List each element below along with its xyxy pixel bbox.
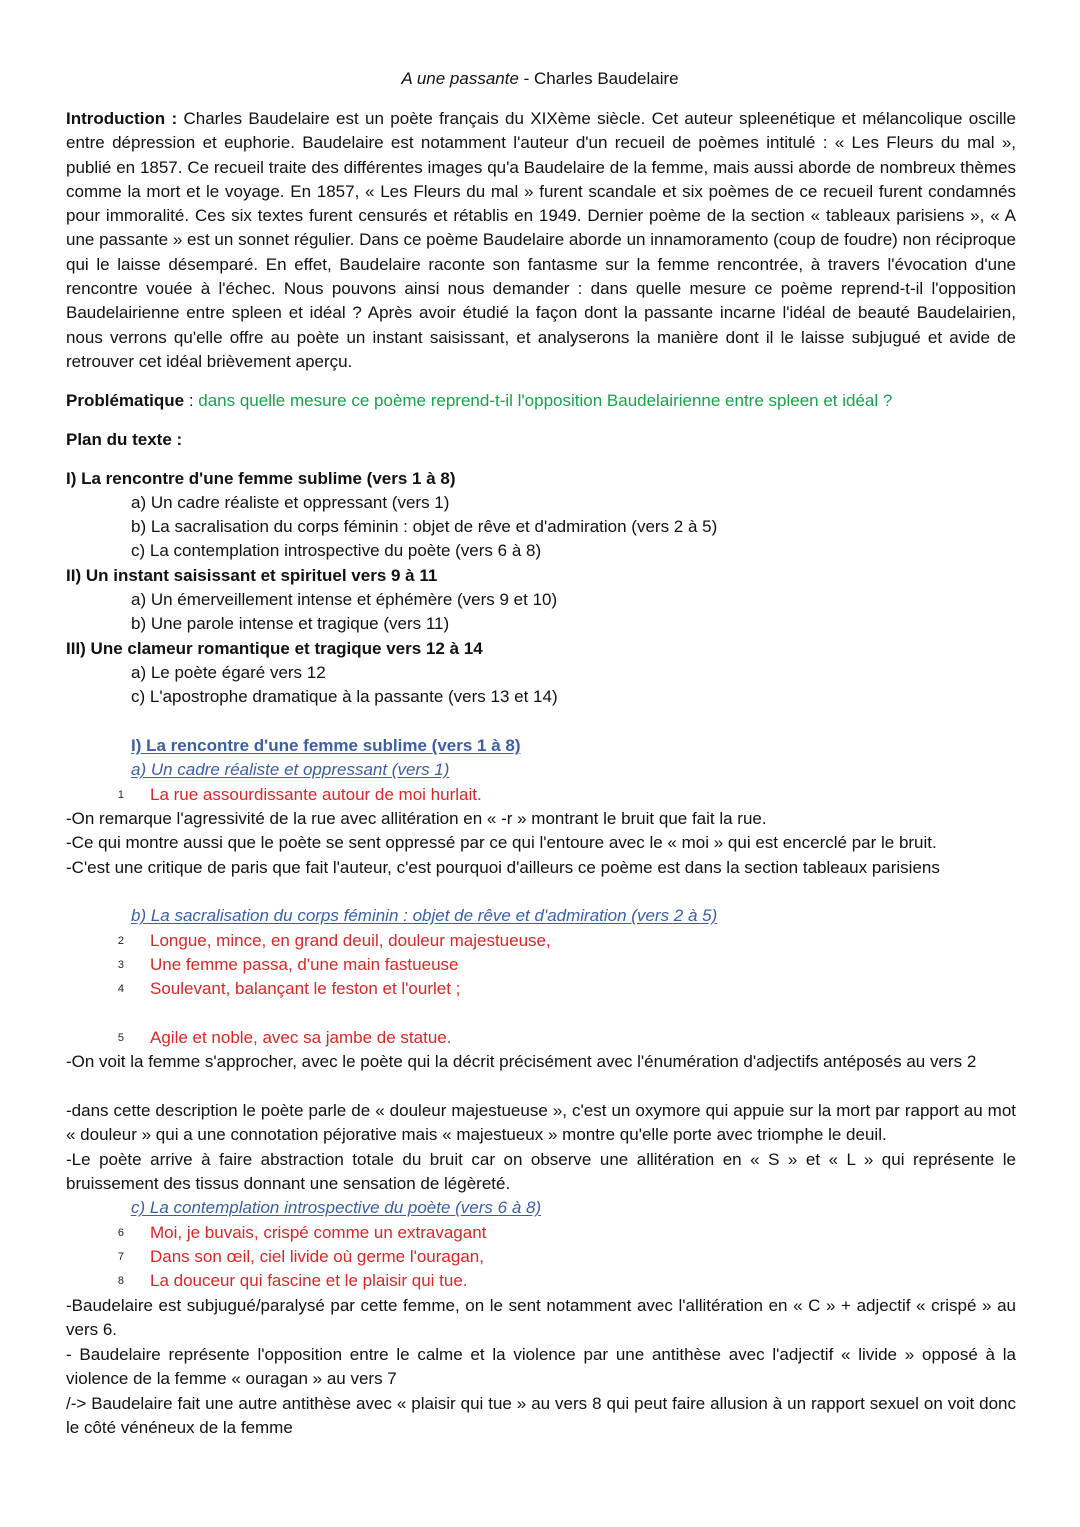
- plan-part-1c: c) La contemplation introspective du poète (vers 6 à 8): [131, 541, 542, 560]
- plan-part-1b: b) La sacralisation du corps féminin : objet de rêve et d'admiration (vers 2 à 5): [131, 517, 718, 536]
- section-1a-heading: a) Un cadre réaliste et oppressant (vers 1): [131, 760, 450, 779]
- plan-part-3a: a) Le poète égaré vers 12: [131, 663, 326, 682]
- problematique-line: [66, 389, 892, 413]
- verse-number: 3: [117, 959, 124, 971]
- verse-number: 4: [117, 983, 124, 995]
- introduction-text: Charles Baudelaire est un poète français du XIXème siècle. Cet auteur spleenétique et mélancolique oscille entre dépression et euphorie. Baudelaire est notamment l'auteur d'un recueil de poèmes intitulé : « Les Fleurs du mal », publié en 1857. Ce recueil traite des différentes images qu'a Baudelaire de la femme, mais aussi aborde de nombreux thèmes comme la mort et le voyage. En 1857, « Les Fleurs du mal » furent scandale et six poèmes de ce recueil furent condamnés pour immoralité. Ces six textes furent censurés et rétablis en 1949. Dernier poème de la section « tableaux parisiens », « A une passante » est un sonnet régulier. Dans ce poème Baudelaire aborde un innamoramento (coup de foudre) non réciproque qui le laisse désemparé. En effet, Baudelaire raconte son fantasme sur la femme rencontrée, à travers l'évocation d'une rencontre vouée à l'échec. Nous pouvons ainsi nous demander : dans quelle mesure ce poème reprend-t-il l'opposition Baudelairienne entre spleen et idéal ? Après avoir étudié la façon dont la passante incarne l'idéal de beauté Baudelairien, nous verrons qu'elle offre au poète un instant saisissant, et analyserons la manière dont il le laisse subjugué et avide de retrouver cet idéal brièvement aperçu.: [66, 109, 1017, 371]
- comment-b-3: -Le poète arrive à faire abstraction totale du bruit car on observe une allitération en « S » et « L » qui représente le bruissement des tissus donnant une sensation de légèreté.: [66, 1150, 1016, 1194]
- verse-6: Moi, je buvais, crispé comme un extravagant: [150, 1223, 487, 1242]
- verse-number: 1: [117, 789, 124, 801]
- introduction-paragraph: [66, 107, 1016, 374]
- plan-part-2: II) Un instant saisissant et spirituel vers 9 à 11: [66, 566, 438, 585]
- document-title: [0, 67, 1080, 91]
- problematique-label: Problématique: [66, 391, 185, 410]
- poem-title: A une passante: [401, 69, 519, 88]
- verse-number: 7: [117, 1251, 124, 1263]
- comment-b-1: -On voit la femme s'approcher, avec le poète qui la décrit précisément avec l'énumération d'adjectifs antéposés au vers 2: [66, 1052, 977, 1071]
- verse-2: Longue, mince, en grand deuil, douleur majestueuse,: [150, 931, 551, 950]
- section-1c-heading: c) La contemplation introspective du poète (vers 6 à 8): [131, 1198, 542, 1217]
- section-1b-heading: b) La sacralisation du corps féminin : objet de rêve et d'admiration (vers 2 à 5): [131, 906, 718, 925]
- introduction-label: Introduction :: [66, 109, 178, 128]
- plan-part-1a: a) Un cadre réaliste et oppressant (vers 1): [131, 493, 450, 512]
- verse-8: La douceur qui fascine et le plaisir qui tue.: [150, 1271, 468, 1290]
- verse-4: Soulevant, balançant le feston et l'ourlet ;: [150, 979, 461, 998]
- verse-number: 2: [117, 935, 124, 947]
- poem-author: Charles Baudelaire: [534, 69, 679, 88]
- plan-part-2b: b) Une parole intense et tragique (vers 11): [131, 614, 450, 633]
- comment-b-2: -dans cette description le poète parle de « douleur majestueuse », c'est un oxymore qui appuie sur la mort par rapport au mot « douleur » qui a une connotation péjorative mais « majestueux » montre qu'elle porte avec triomphe le deuil.: [66, 1101, 1016, 1145]
- verse-3: Une femme passa, d'une main fastueuse: [150, 955, 459, 974]
- plan-part-3c: c) L'apostrophe dramatique à la passante (vers 13 et 14): [131, 687, 558, 706]
- comment-a-1: -On remarque l'agressivité de la rue avec allitération en « -r » montrant le bruit que fait la rue.: [66, 809, 767, 828]
- comment-c-3: /-> Baudelaire fait une autre antithèse avec « plaisir qui tue » au vers 8 qui peut faire allusion à un rapport sexuel on voit donc le côté vénéneux de la femme: [66, 1394, 1016, 1438]
- comment-c-2: - Baudelaire représente l'opposition entre le calme et la violence par une antithèse avec l'adjectif « livide » opposé à la violence de la femme « ouragan » au vers 7: [66, 1345, 1016, 1389]
- plan-part-3: III) Une clameur romantique et tragique vers 12 à 14: [66, 639, 483, 658]
- problematique-sep: :: [184, 391, 199, 410]
- plan-part-1: I) La rencontre d'une femme sublime (vers 1 à 8): [66, 469, 456, 488]
- section-1-heading: I) La rencontre d'une femme sublime (vers 1 à 8): [131, 736, 521, 755]
- problematique-text: dans quelle mesure ce poème reprend-t-il l'opposition Baudelairienne entre spleen et idéal ?: [198, 391, 893, 410]
- title-separator: -: [518, 69, 535, 88]
- comment-a-2: -Ce qui montre aussi que le poète se sent oppressé par ce qui l'entoure avec le « moi » qui est encerclé par le bruit.: [66, 833, 937, 852]
- verse-number: 6: [117, 1227, 124, 1239]
- comment-a-3: -C'est une critique de paris que fait l'auteur, c'est pourquoi d'ailleurs ce poème est dans la section tableaux parisiens: [66, 858, 940, 877]
- verse-7: Dans son œil, ciel livide où germe l'ouragan,: [150, 1247, 484, 1266]
- verse-5: Agile et noble, avec sa jambe de statue.: [150, 1028, 452, 1047]
- verse-number: 8: [117, 1275, 124, 1287]
- verse-1: La rue assourdissante autour de moi hurlait.: [150, 785, 482, 804]
- comment-c-1: -Baudelaire est subjugué/paralysé par cette femme, on le sent notamment avec l'allitération en « C » + adjectif « crispé » au vers 6.: [66, 1296, 1016, 1340]
- plan-part-2a: a) Un émerveillement intense et éphémère (vers 9 et 10): [131, 590, 558, 609]
- verse-number: 5: [117, 1032, 124, 1044]
- plan-label: Plan du texte :: [66, 430, 183, 449]
